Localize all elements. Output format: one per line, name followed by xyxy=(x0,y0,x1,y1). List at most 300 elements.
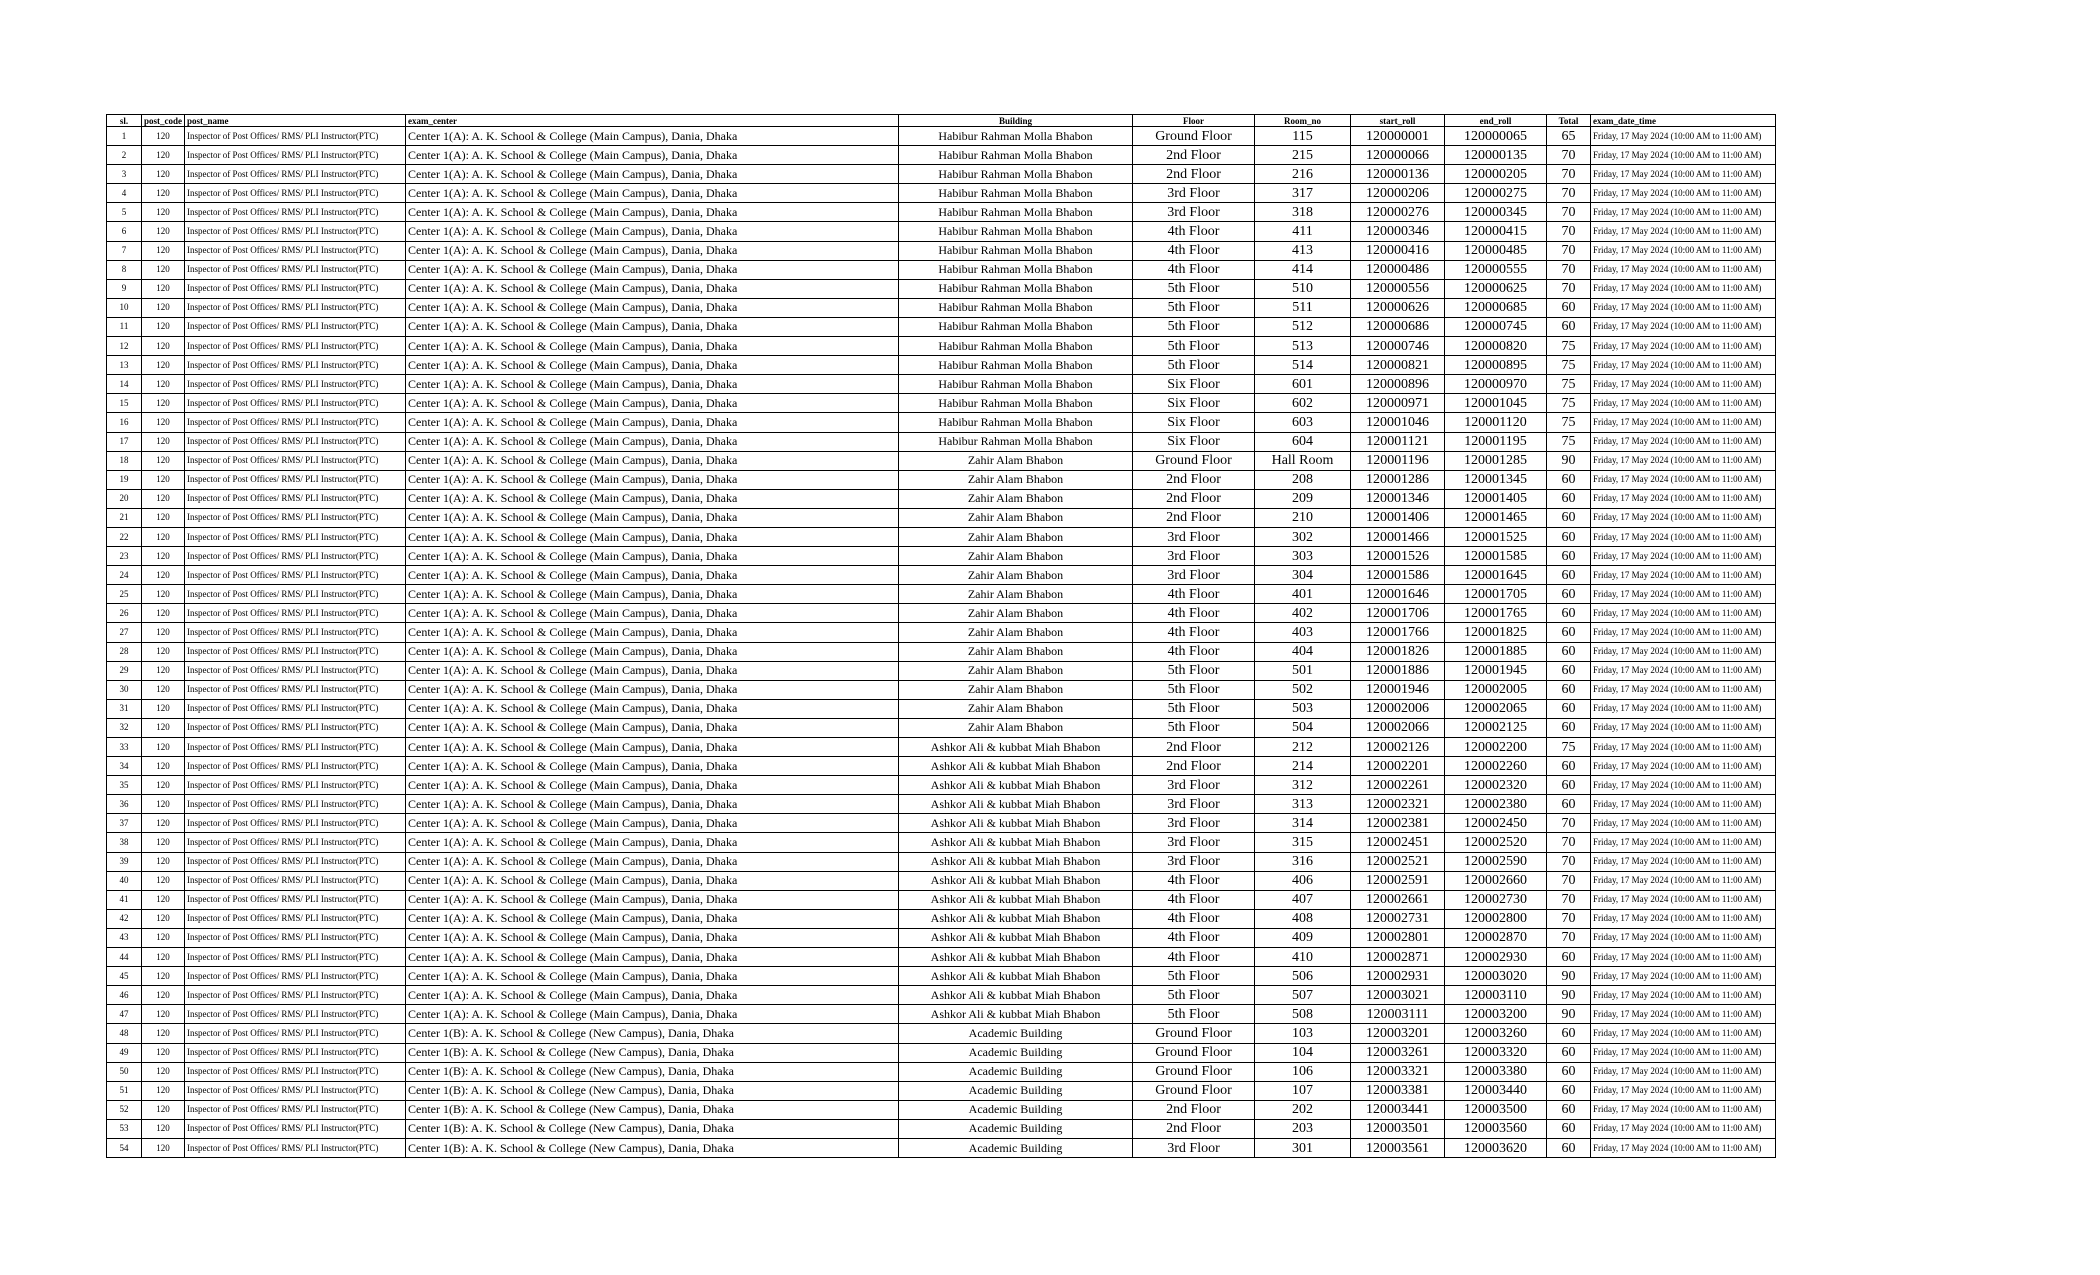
header-floor: Floor xyxy=(1133,115,1255,127)
cell-building: Ashkor Ali & kubbat Miah Bhabon xyxy=(899,948,1133,967)
table-row xyxy=(107,757,1776,776)
cell-start-roll: 120001886 xyxy=(1351,661,1445,680)
cell-exam-center: Center 1(A): A. K. School & College (Main Campus), Dania, Dhaka xyxy=(406,986,899,1005)
header-building: Building xyxy=(899,115,1133,127)
cell-total: 75 xyxy=(1547,394,1591,413)
cell-total: 90 xyxy=(1547,967,1591,986)
cell-sl: 6 xyxy=(107,222,142,241)
cell-room-no: 414 xyxy=(1255,260,1351,279)
cell-start-roll: 120000971 xyxy=(1351,394,1445,413)
table-row xyxy=(107,337,1776,356)
cell-exam-center: Center 1(A): A. K. School & College (Main Campus), Dania, Dhaka xyxy=(406,432,899,451)
cell-end-roll: 120003200 xyxy=(1445,1005,1547,1024)
cell-building: Ashkor Ali & kubbat Miah Bhabon xyxy=(899,852,1133,871)
cell-exam-date-time: Friday, 17 May 2024 (10:00 AM to 11:00 AM) xyxy=(1591,470,1776,489)
table-row xyxy=(107,279,1776,298)
cell-post-code: 120 xyxy=(142,604,185,623)
cell-exam-date-time: Friday, 17 May 2024 (10:00 AM to 11:00 AM) xyxy=(1591,1100,1776,1119)
cell-exam-date-time: Friday, 17 May 2024 (10:00 AM to 11:00 AM) xyxy=(1591,241,1776,260)
cell-room-no: 409 xyxy=(1255,928,1351,947)
cell-room-no: 103 xyxy=(1255,1024,1351,1043)
cell-building: Zahir Alam Bhabon xyxy=(899,508,1133,527)
cell-post-code: 120 xyxy=(142,833,185,852)
cell-building: Zahir Alam Bhabon xyxy=(899,585,1133,604)
cell-post-name: Inspector of Post Offices/ RMS/ PLI Instructor(PTC) xyxy=(185,527,406,546)
cell-exam-date-time: Friday, 17 May 2024 (10:00 AM to 11:00 AM) xyxy=(1591,1138,1776,1157)
cell-room-no: 406 xyxy=(1255,871,1351,890)
cell-room-no: 407 xyxy=(1255,890,1351,909)
cell-post-code: 120 xyxy=(142,184,185,203)
cell-floor: Ground Floor xyxy=(1133,1062,1255,1081)
cell-sl: 45 xyxy=(107,967,142,986)
cell-post-code: 120 xyxy=(142,718,185,737)
cell-room-no: 604 xyxy=(1255,432,1351,451)
cell-post-code: 120 xyxy=(142,738,185,757)
cell-post-name: Inspector of Post Offices/ RMS/ PLI Instructor(PTC) xyxy=(185,795,406,814)
cell-post-name: Inspector of Post Offices/ RMS/ PLI Instructor(PTC) xyxy=(185,642,406,661)
cell-building: Ashkor Ali & kubbat Miah Bhabon xyxy=(899,890,1133,909)
cell-floor: 3rd Floor xyxy=(1133,776,1255,795)
cell-exam-center: Center 1(A): A. K. School & College (Main Campus), Dania, Dhaka xyxy=(406,585,899,604)
cell-sl: 4 xyxy=(107,184,142,203)
cell-exam-center: Center 1(B): A. K. School & College (New Campus), Dania, Dhaka xyxy=(406,1119,899,1138)
cell-exam-date-time: Friday, 17 May 2024 (10:00 AM to 11:00 AM) xyxy=(1591,146,1776,165)
cell-start-roll: 120000746 xyxy=(1351,337,1445,356)
cell-building: Zahir Alam Bhabon xyxy=(899,642,1133,661)
cell-exam-center: Center 1(B): A. K. School & College (New Campus), Dania, Dhaka xyxy=(406,1138,899,1157)
table-row xyxy=(107,547,1776,566)
cell-exam-center: Center 1(A): A. K. School & College (Main Campus), Dania, Dhaka xyxy=(406,852,899,871)
table-row xyxy=(107,680,1776,699)
cell-room-no: 216 xyxy=(1255,165,1351,184)
cell-post-code: 120 xyxy=(142,298,185,317)
cell-building: Zahir Alam Bhabon xyxy=(899,718,1133,737)
cell-total: 60 xyxy=(1547,642,1591,661)
cell-sl: 22 xyxy=(107,527,142,546)
cell-end-roll: 120001825 xyxy=(1445,623,1547,642)
cell-end-roll: 120000205 xyxy=(1445,165,1547,184)
seat-plan-table xyxy=(106,114,1776,1158)
cell-start-roll: 120003501 xyxy=(1351,1119,1445,1138)
cell-end-roll: 120002380 xyxy=(1445,795,1547,814)
cell-building: Ashkor Ali & kubbat Miah Bhabon xyxy=(899,909,1133,928)
cell-room-no: 507 xyxy=(1255,986,1351,1005)
cell-sl: 49 xyxy=(107,1043,142,1062)
cell-post-code: 120 xyxy=(142,852,185,871)
cell-exam-center: Center 1(A): A. K. School & College (Main Campus), Dania, Dhaka xyxy=(406,604,899,623)
cell-post-name: Inspector of Post Offices/ RMS/ PLI Instructor(PTC) xyxy=(185,298,406,317)
cell-building: Zahir Alam Bhabon xyxy=(899,604,1133,623)
table-row xyxy=(107,986,1776,1005)
table-row xyxy=(107,184,1776,203)
cell-exam-date-time: Friday, 17 May 2024 (10:00 AM to 11:00 AM) xyxy=(1591,967,1776,986)
table-row xyxy=(107,470,1776,489)
cell-sl: 15 xyxy=(107,394,142,413)
cell-sl: 3 xyxy=(107,165,142,184)
cell-building: Habibur Rahman Molla Bhabon xyxy=(899,241,1133,260)
cell-post-name: Inspector of Post Offices/ RMS/ PLI Instructor(PTC) xyxy=(185,833,406,852)
cell-post-name: Inspector of Post Offices/ RMS/ PLI Instructor(PTC) xyxy=(185,680,406,699)
cell-exam-date-time: Friday, 17 May 2024 (10:00 AM to 11:00 AM) xyxy=(1591,738,1776,757)
table-row xyxy=(107,508,1776,527)
cell-exam-date-time: Friday, 17 May 2024 (10:00 AM to 11:00 AM) xyxy=(1591,585,1776,604)
cell-sl: 54 xyxy=(107,1138,142,1157)
cell-exam-center: Center 1(A): A. K. School & College (Main Campus), Dania, Dhaka xyxy=(406,909,899,928)
cell-exam-center: Center 1(A): A. K. School & College (Main Campus), Dania, Dhaka xyxy=(406,718,899,737)
cell-start-roll: 120002201 xyxy=(1351,757,1445,776)
cell-sl: 34 xyxy=(107,757,142,776)
table-row xyxy=(107,375,1776,394)
table-row xyxy=(107,451,1776,470)
cell-end-roll: 120000970 xyxy=(1445,375,1547,394)
cell-start-roll: 120001286 xyxy=(1351,470,1445,489)
cell-post-code: 120 xyxy=(142,203,185,222)
cell-floor: 4th Floor xyxy=(1133,260,1255,279)
cell-exam-date-time: Friday, 17 May 2024 (10:00 AM to 11:00 AM) xyxy=(1591,890,1776,909)
table-row xyxy=(107,1043,1776,1062)
cell-sl: 28 xyxy=(107,642,142,661)
cell-end-roll: 120001345 xyxy=(1445,470,1547,489)
cell-post-name: Inspector of Post Offices/ RMS/ PLI Instructor(PTC) xyxy=(185,1100,406,1119)
cell-start-roll: 120003381 xyxy=(1351,1081,1445,1100)
cell-exam-center: Center 1(B): A. K. School & College (New Campus), Dania, Dhaka xyxy=(406,1100,899,1119)
table-row xyxy=(107,585,1776,604)
cell-end-roll: 120002125 xyxy=(1445,718,1547,737)
cell-building: Habibur Rahman Molla Bhabon xyxy=(899,260,1133,279)
cell-floor: 4th Floor xyxy=(1133,890,1255,909)
cell-building: Habibur Rahman Molla Bhabon xyxy=(899,298,1133,317)
cell-end-roll: 120001945 xyxy=(1445,661,1547,680)
cell-total: 75 xyxy=(1547,356,1591,375)
cell-end-roll: 120003110 xyxy=(1445,986,1547,1005)
cell-exam-date-time: Friday, 17 May 2024 (10:00 AM to 11:00 AM) xyxy=(1591,527,1776,546)
cell-exam-date-time: Friday, 17 May 2024 (10:00 AM to 11:00 AM) xyxy=(1591,718,1776,737)
cell-start-roll: 120000001 xyxy=(1351,127,1445,146)
cell-post-code: 120 xyxy=(142,375,185,394)
cell-total: 60 xyxy=(1547,1100,1591,1119)
cell-end-roll: 120002520 xyxy=(1445,833,1547,852)
cell-exam-center: Center 1(B): A. K. School & College (New Campus), Dania, Dhaka xyxy=(406,1062,899,1081)
cell-post-code: 120 xyxy=(142,909,185,928)
cell-exam-date-time: Friday, 17 May 2024 (10:00 AM to 11:00 AM) xyxy=(1591,871,1776,890)
cell-total: 75 xyxy=(1547,738,1591,757)
cell-floor: 4th Floor xyxy=(1133,909,1255,928)
cell-total: 60 xyxy=(1547,1024,1591,1043)
cell-building: Ashkor Ali & kubbat Miah Bhabon xyxy=(899,986,1133,1005)
cell-post-code: 120 xyxy=(142,413,185,432)
cell-building: Academic Building xyxy=(899,1119,1133,1138)
cell-building: Academic Building xyxy=(899,1081,1133,1100)
cell-total: 60 xyxy=(1547,948,1591,967)
table-row xyxy=(107,222,1776,241)
cell-exam-date-time: Friday, 17 May 2024 (10:00 AM to 11:00 AM) xyxy=(1591,909,1776,928)
cell-floor: 5th Floor xyxy=(1133,356,1255,375)
table-body xyxy=(107,127,1776,1158)
cell-end-roll: 120002005 xyxy=(1445,680,1547,699)
cell-exam-date-time: Friday, 17 May 2024 (10:00 AM to 11:00 AM) xyxy=(1591,566,1776,585)
cell-post-code: 120 xyxy=(142,127,185,146)
cell-room-no: 210 xyxy=(1255,508,1351,527)
cell-room-no: 403 xyxy=(1255,623,1351,642)
cell-sl: 51 xyxy=(107,1081,142,1100)
cell-floor: 2nd Floor xyxy=(1133,165,1255,184)
cell-total: 60 xyxy=(1547,298,1591,317)
cell-sl: 23 xyxy=(107,547,142,566)
cell-post-name: Inspector of Post Offices/ RMS/ PLI Instructor(PTC) xyxy=(185,585,406,604)
cell-post-name: Inspector of Post Offices/ RMS/ PLI Instructor(PTC) xyxy=(185,852,406,871)
cell-post-code: 120 xyxy=(142,527,185,546)
cell-start-roll: 120002521 xyxy=(1351,852,1445,871)
cell-room-no: 603 xyxy=(1255,413,1351,432)
cell-exam-center: Center 1(A): A. K. School & College (Main Campus), Dania, Dhaka xyxy=(406,738,899,757)
cell-post-name: Inspector of Post Offices/ RMS/ PLI Instructor(PTC) xyxy=(185,413,406,432)
cell-total: 70 xyxy=(1547,890,1591,909)
cell-floor: 2nd Floor xyxy=(1133,738,1255,757)
cell-building: Habibur Rahman Molla Bhabon xyxy=(899,337,1133,356)
cell-exam-center: Center 1(A): A. K. School & College (Main Campus), Dania, Dhaka xyxy=(406,1005,899,1024)
cell-exam-date-time: Friday, 17 May 2024 (10:00 AM to 11:00 AM) xyxy=(1591,833,1776,852)
cell-start-roll: 120001706 xyxy=(1351,604,1445,623)
cell-start-roll: 120001586 xyxy=(1351,566,1445,585)
cell-post-code: 120 xyxy=(142,547,185,566)
cell-post-name: Inspector of Post Offices/ RMS/ PLI Instructor(PTC) xyxy=(185,1119,406,1138)
cell-start-roll: 120001046 xyxy=(1351,413,1445,432)
cell-end-roll: 120003020 xyxy=(1445,967,1547,986)
cell-sl: 17 xyxy=(107,432,142,451)
cell-post-name: Inspector of Post Offices/ RMS/ PLI Instructor(PTC) xyxy=(185,1024,406,1043)
cell-sl: 52 xyxy=(107,1100,142,1119)
cell-end-roll: 120002870 xyxy=(1445,928,1547,947)
cell-floor: 5th Floor xyxy=(1133,279,1255,298)
cell-floor: 5th Floor xyxy=(1133,699,1255,718)
cell-sl: 29 xyxy=(107,661,142,680)
header-row xyxy=(107,115,1776,127)
cell-post-name: Inspector of Post Offices/ RMS/ PLI Instructor(PTC) xyxy=(185,222,406,241)
cell-post-code: 120 xyxy=(142,585,185,604)
cell-building: Habibur Rahman Molla Bhabon xyxy=(899,279,1133,298)
cell-floor: 2nd Floor xyxy=(1133,470,1255,489)
cell-total: 60 xyxy=(1547,1062,1591,1081)
cell-sl: 5 xyxy=(107,203,142,222)
cell-exam-date-time: Friday, 17 May 2024 (10:00 AM to 11:00 AM) xyxy=(1591,260,1776,279)
cell-end-roll: 120002660 xyxy=(1445,871,1547,890)
cell-total: 60 xyxy=(1547,661,1591,680)
cell-exam-center: Center 1(A): A. K. School & College (Main Campus), Dania, Dhaka xyxy=(406,127,899,146)
cell-total: 90 xyxy=(1547,451,1591,470)
cell-exam-date-time: Friday, 17 May 2024 (10:00 AM to 11:00 AM) xyxy=(1591,699,1776,718)
cell-post-code: 120 xyxy=(142,948,185,967)
cell-exam-date-time: Friday, 17 May 2024 (10:00 AM to 11:00 AM) xyxy=(1591,451,1776,470)
cell-floor: 5th Floor xyxy=(1133,298,1255,317)
cell-room-no: 214 xyxy=(1255,757,1351,776)
cell-building: Ashkor Ali & kubbat Miah Bhabon xyxy=(899,833,1133,852)
cell-start-roll: 120001946 xyxy=(1351,680,1445,699)
cell-start-roll: 120000066 xyxy=(1351,146,1445,165)
cell-post-code: 120 xyxy=(142,222,185,241)
cell-floor: 5th Floor xyxy=(1133,317,1255,336)
cell-post-code: 120 xyxy=(142,470,185,489)
cell-room-no: 506 xyxy=(1255,967,1351,986)
cell-exam-date-time: Friday, 17 May 2024 (10:00 AM to 11:00 AM) xyxy=(1591,661,1776,680)
cell-post-name: Inspector of Post Offices/ RMS/ PLI Instructor(PTC) xyxy=(185,451,406,470)
cell-floor: 3rd Floor xyxy=(1133,566,1255,585)
cell-exam-date-time: Friday, 17 May 2024 (10:00 AM to 11:00 AM) xyxy=(1591,948,1776,967)
cell-post-name: Inspector of Post Offices/ RMS/ PLI Instructor(PTC) xyxy=(185,661,406,680)
cell-post-name: Inspector of Post Offices/ RMS/ PLI Instructor(PTC) xyxy=(185,1081,406,1100)
cell-end-roll: 120000745 xyxy=(1445,317,1547,336)
cell-exam-center: Center 1(A): A. K. School & College (Main Campus), Dania, Dhaka xyxy=(406,508,899,527)
cell-exam-center: Center 1(A): A. K. School & College (Main Campus), Dania, Dhaka xyxy=(406,699,899,718)
cell-room-no: 501 xyxy=(1255,661,1351,680)
cell-post-code: 120 xyxy=(142,489,185,508)
cell-post-name: Inspector of Post Offices/ RMS/ PLI Instructor(PTC) xyxy=(185,375,406,394)
cell-exam-date-time: Friday, 17 May 2024 (10:00 AM to 11:00 AM) xyxy=(1591,127,1776,146)
cell-floor: Ground Floor xyxy=(1133,451,1255,470)
cell-start-roll: 120001346 xyxy=(1351,489,1445,508)
cell-post-code: 120 xyxy=(142,986,185,1005)
cell-building: Habibur Rahman Molla Bhabon xyxy=(899,203,1133,222)
header-exam-center: exam_center xyxy=(406,115,899,127)
cell-room-no: 304 xyxy=(1255,566,1351,585)
cell-post-name: Inspector of Post Offices/ RMS/ PLI Instructor(PTC) xyxy=(185,1005,406,1024)
cell-post-name: Inspector of Post Offices/ RMS/ PLI Instructor(PTC) xyxy=(185,1062,406,1081)
cell-sl: 31 xyxy=(107,699,142,718)
cell-post-code: 120 xyxy=(142,432,185,451)
cell-post-name: Inspector of Post Offices/ RMS/ PLI Instructor(PTC) xyxy=(185,909,406,928)
cell-total: 70 xyxy=(1547,909,1591,928)
cell-building: Ashkor Ali & kubbat Miah Bhabon xyxy=(899,967,1133,986)
cell-start-roll: 120001766 xyxy=(1351,623,1445,642)
cell-start-roll: 120000821 xyxy=(1351,356,1445,375)
cell-total: 60 xyxy=(1547,699,1591,718)
cell-end-roll: 120003380 xyxy=(1445,1062,1547,1081)
cell-exam-center: Center 1(A): A. K. School & College (Main Campus), Dania, Dhaka xyxy=(406,871,899,890)
cell-post-code: 120 xyxy=(142,1081,185,1100)
header-sl: sl. xyxy=(107,115,142,127)
cell-post-name: Inspector of Post Offices/ RMS/ PLI Instructor(PTC) xyxy=(185,489,406,508)
cell-room-no: 202 xyxy=(1255,1100,1351,1119)
cell-room-no: 106 xyxy=(1255,1062,1351,1081)
cell-post-name: Inspector of Post Offices/ RMS/ PLI Instructor(PTC) xyxy=(185,241,406,260)
cell-building: Ashkor Ali & kubbat Miah Bhabon xyxy=(899,928,1133,947)
cell-room-no: 413 xyxy=(1255,241,1351,260)
cell-end-roll: 120000685 xyxy=(1445,298,1547,317)
cell-exam-date-time: Friday, 17 May 2024 (10:00 AM to 11:00 AM) xyxy=(1591,184,1776,203)
cell-start-roll: 120001406 xyxy=(1351,508,1445,527)
cell-building: Zahir Alam Bhabon xyxy=(899,699,1133,718)
cell-exam-center: Center 1(A): A. K. School & College (Main Campus), Dania, Dhaka xyxy=(406,833,899,852)
cell-post-code: 120 xyxy=(142,757,185,776)
cell-exam-date-time: Friday, 17 May 2024 (10:00 AM to 11:00 AM) xyxy=(1591,928,1776,947)
cell-sl: 46 xyxy=(107,986,142,1005)
cell-exam-center: Center 1(A): A. K. School & College (Main Campus), Dania, Dhaka xyxy=(406,566,899,585)
cell-post-code: 120 xyxy=(142,165,185,184)
cell-floor: Six Floor xyxy=(1133,413,1255,432)
cell-exam-date-time: Friday, 17 May 2024 (10:00 AM to 11:00 AM) xyxy=(1591,508,1776,527)
cell-floor: 5th Floor xyxy=(1133,661,1255,680)
cell-post-name: Inspector of Post Offices/ RMS/ PLI Instructor(PTC) xyxy=(185,317,406,336)
cell-total: 70 xyxy=(1547,814,1591,833)
cell-total: 60 xyxy=(1547,508,1591,527)
cell-exam-center: Center 1(B): A. K. School & College (New Campus), Dania, Dhaka xyxy=(406,1081,899,1100)
cell-sl: 42 xyxy=(107,909,142,928)
cell-exam-date-time: Friday, 17 May 2024 (10:00 AM to 11:00 AM) xyxy=(1591,776,1776,795)
cell-post-code: 120 xyxy=(142,1100,185,1119)
cell-exam-center: Center 1(A): A. K. School & College (Main Campus), Dania, Dhaka xyxy=(406,222,899,241)
table-row xyxy=(107,1100,1776,1119)
cell-exam-date-time: Friday, 17 May 2024 (10:00 AM to 11:00 AM) xyxy=(1591,356,1776,375)
cell-post-name: Inspector of Post Offices/ RMS/ PLI Instructor(PTC) xyxy=(185,184,406,203)
cell-exam-center: Center 1(A): A. K. School & College (Main Campus), Dania, Dhaka xyxy=(406,356,899,375)
cell-post-name: Inspector of Post Offices/ RMS/ PLI Instructor(PTC) xyxy=(185,948,406,967)
cell-floor: 3rd Floor xyxy=(1133,833,1255,852)
cell-post-name: Inspector of Post Offices/ RMS/ PLI Instructor(PTC) xyxy=(185,871,406,890)
cell-sl: 50 xyxy=(107,1062,142,1081)
cell-end-roll: 120002930 xyxy=(1445,948,1547,967)
cell-total: 60 xyxy=(1547,795,1591,814)
cell-sl: 36 xyxy=(107,795,142,814)
cell-exam-date-time: Friday, 17 May 2024 (10:00 AM to 11:00 AM) xyxy=(1591,279,1776,298)
cell-end-roll: 120001120 xyxy=(1445,413,1547,432)
cell-building: Zahir Alam Bhabon xyxy=(899,661,1133,680)
cell-post-name: Inspector of Post Offices/ RMS/ PLI Instructor(PTC) xyxy=(185,337,406,356)
cell-exam-center: Center 1(A): A. K. School & College (Main Campus), Dania, Dhaka xyxy=(406,967,899,986)
cell-floor: 2nd Floor xyxy=(1133,508,1255,527)
cell-sl: 21 xyxy=(107,508,142,527)
cell-post-name: Inspector of Post Offices/ RMS/ PLI Instructor(PTC) xyxy=(185,604,406,623)
cell-building: Ashkor Ali & kubbat Miah Bhabon xyxy=(899,814,1133,833)
cell-start-roll: 120001826 xyxy=(1351,642,1445,661)
cell-total: 60 xyxy=(1547,1081,1591,1100)
cell-post-code: 120 xyxy=(142,1043,185,1062)
cell-room-no: 301 xyxy=(1255,1138,1351,1157)
cell-start-roll: 120000346 xyxy=(1351,222,1445,241)
cell-exam-date-time: Friday, 17 May 2024 (10:00 AM to 11:00 AM) xyxy=(1591,642,1776,661)
cell-end-roll: 120000135 xyxy=(1445,146,1547,165)
cell-building: Ashkor Ali & kubbat Miah Bhabon xyxy=(899,1005,1133,1024)
cell-total: 70 xyxy=(1547,241,1591,260)
cell-post-code: 120 xyxy=(142,642,185,661)
cell-building: Habibur Rahman Molla Bhabon xyxy=(899,394,1133,413)
cell-start-roll: 120000686 xyxy=(1351,317,1445,336)
cell-post-code: 120 xyxy=(142,795,185,814)
table-row xyxy=(107,1138,1776,1157)
cell-total: 75 xyxy=(1547,375,1591,394)
cell-building: Academic Building xyxy=(899,1100,1133,1119)
cell-start-roll: 120000896 xyxy=(1351,375,1445,394)
cell-exam-center: Center 1(B): A. K. School & College (New Campus), Dania, Dhaka xyxy=(406,1043,899,1062)
cell-post-code: 120 xyxy=(142,566,185,585)
cell-exam-date-time: Friday, 17 May 2024 (10:00 AM to 11:00 AM) xyxy=(1591,623,1776,642)
cell-floor: 2nd Floor xyxy=(1133,489,1255,508)
cell-floor: Six Floor xyxy=(1133,375,1255,394)
cell-floor: 5th Floor xyxy=(1133,986,1255,1005)
cell-end-roll: 120000415 xyxy=(1445,222,1547,241)
cell-end-roll: 120001525 xyxy=(1445,527,1547,546)
cell-exam-date-time: Friday, 17 May 2024 (10:00 AM to 11:00 AM) xyxy=(1591,165,1776,184)
cell-exam-center: Center 1(A): A. K. School & College (Main Campus), Dania, Dhaka xyxy=(406,184,899,203)
header-post-name: post_name xyxy=(185,115,406,127)
cell-room-no: 212 xyxy=(1255,738,1351,757)
cell-total: 60 xyxy=(1547,585,1591,604)
cell-building: Habibur Rahman Molla Bhabon xyxy=(899,222,1133,241)
cell-sl: 2 xyxy=(107,146,142,165)
cell-total: 70 xyxy=(1547,146,1591,165)
cell-end-roll: 120000275 xyxy=(1445,184,1547,203)
cell-end-roll: 120001645 xyxy=(1445,566,1547,585)
cell-start-roll: 120002261 xyxy=(1351,776,1445,795)
cell-post-name: Inspector of Post Offices/ RMS/ PLI Instructor(PTC) xyxy=(185,165,406,184)
